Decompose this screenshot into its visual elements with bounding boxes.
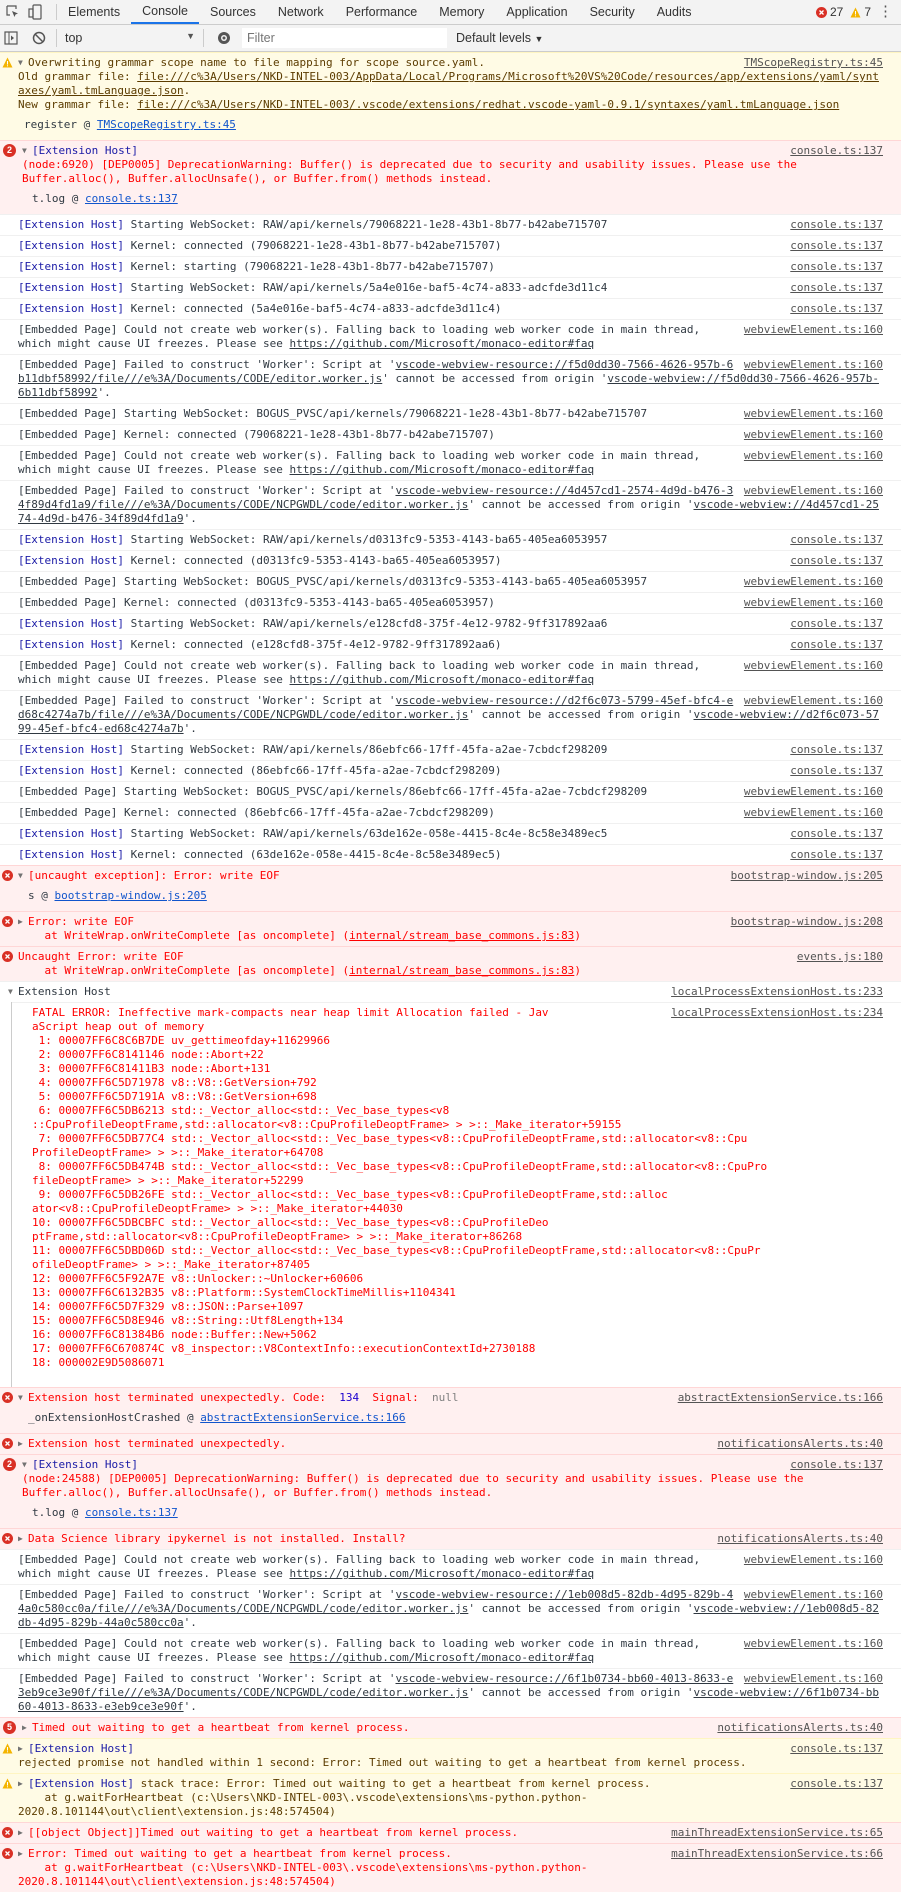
- chevron-down-icon: ▼: [186, 31, 195, 41]
- console-messages: [0, 52, 901, 1892]
- message-text: [Embedded Page] Starting WebSocket: BOGUS_PVSC/api/kernels/79068221-1e28-43b1-8b77-b42abe715707: [18, 407, 648, 420]
- message-text: [Embedded Page] Starting WebSocket: BOGUS_PVSC/api/kernels/d0313fc9-5353-4143-ba65-405ea6053957: [18, 575, 648, 588]
- message-text: [uncaught exception]: Error: write EOF: [28, 869, 280, 882]
- more-options-icon[interactable]: ⋮: [878, 3, 893, 20]
- console-message[interactable]: [0, 865, 901, 911]
- message-text: ' cannot be accessed from origin ': [468, 1602, 694, 1615]
- chevron-down-icon[interactable]: ▼: [22, 1460, 27, 1469]
- stack-trace: [22, 186, 883, 211]
- message-text: [Extension Host]: [32, 144, 138, 157]
- tab-application[interactable]: Application: [506, 5, 568, 19]
- console-message[interactable]: [0, 760, 901, 781]
- source-link[interactable]: console.ts:137: [790, 554, 883, 567]
- message-text: [Extension Host]: [28, 1777, 134, 1790]
- stack-trace: [18, 1405, 883, 1430]
- message-link[interactable]: internal/stream_base_commons.js:83: [349, 964, 575, 977]
- console-message[interactable]: [0, 214, 901, 235]
- context-value: top: [65, 31, 83, 45]
- message-link[interactable]: vscode-webview://d2f6c073-5799-45ef-bfc4-ed68c4274a7b: [18, 708, 879, 735]
- message-link[interactable]: https://github.com/Microsoft/monaco-editor#faq: [289, 1567, 595, 1580]
- warning-icon: [2, 57, 13, 68]
- source-link[interactable]: webviewElement.ts:160: [743, 1672, 883, 1685]
- message-text: [Extension Host]: [18, 281, 124, 294]
- stack-trace: [18, 883, 883, 908]
- stack-function: s @: [28, 889, 55, 902]
- chevron-down-icon[interactable]: ▼: [18, 871, 23, 880]
- chevron-down-icon[interactable]: ▼: [18, 1393, 23, 1402]
- source-link[interactable]: console.ts:137: [790, 617, 883, 630]
- message-text: [Embedded Page] Starting WebSocket: BOGUS_PVSC/api/kernels/86ebfc66-17ff-45fa-a2ae-7cbdcf298209: [18, 785, 648, 798]
- message-text: Kernel: connected (e128cfd8-375f-4e12-9782-9ff317892aa6): [123, 638, 502, 651]
- console-message[interactable]: [0, 1738, 901, 1773]
- source-link[interactable]: console.ts:137: [790, 302, 883, 315]
- message-text: Data Science library ipykernel is not installed. Install?: [28, 1532, 406, 1545]
- filter-input[interactable]: [242, 28, 447, 48]
- levels-label: Default levels: [456, 31, 532, 45]
- message-text: rejected promise not handled within 1 second: Error: Timed out waiting to get a heartbeat from kernel process.: [18, 1756, 747, 1769]
- message-text: [Extension Host]: [18, 554, 124, 567]
- tab-sources[interactable]: Sources: [209, 5, 256, 19]
- message-text: [Extension Host]: [32, 1458, 138, 1471]
- console-message[interactable]: [0, 424, 901, 445]
- tab-network[interactable]: Network: [277, 5, 324, 19]
- console-message[interactable]: [0, 52, 901, 140]
- source-link[interactable]: notificationsAlerts.ts:40: [717, 1532, 883, 1545]
- console-message[interactable]: [0, 1633, 901, 1668]
- message-link[interactable]: https://github.com/Microsoft/monaco-editor#faq: [289, 337, 595, 350]
- message-link[interactable]: vscode-webview://f5d0dd30-7566-4626-957b-6b11dbf58992: [18, 372, 879, 399]
- console-message[interactable]: [0, 298, 901, 319]
- console-message[interactable]: [0, 256, 901, 277]
- devtools-tab-bar: [0, 0, 901, 25]
- message-text: stack trace: Error: Timed out waiting to get a heartbeat from kernel process. at g.waitForHeartbeat (c:\Users\NKD-INTEL-003\.vscode\extensions\ms-python.python- 2020.8.101144\out\client\extension.js:48:574504): [18, 1777, 651, 1818]
- repeat-count-badge: 5: [3, 1721, 16, 1734]
- tab-console[interactable]: Console: [131, 0, 199, 24]
- console-message[interactable]: [0, 1668, 901, 1717]
- error-icon: [2, 951, 13, 962]
- source-link[interactable]: console.ts:137: [790, 743, 883, 756]
- console-message[interactable]: [0, 1433, 901, 1454]
- source-link[interactable]: console.ts:137: [790, 239, 883, 252]
- message-text: Kernel: connected (79068221-1e28-43b1-8b77-b42abe715707): [123, 239, 502, 252]
- message-text: [Extension Host]: [28, 1742, 134, 1755]
- message-text: [Embedded Page] Failed to construct 'Worker': Script at ': [18, 1672, 396, 1685]
- console-toolbar: [0, 25, 901, 52]
- message-text: Timed out waiting to get a heartbeat from kernel process.: [32, 1721, 410, 1734]
- source-link[interactable]: notificationsAlerts.ts:40: [717, 1437, 883, 1450]
- source-link[interactable]: notificationsAlerts.ts:40: [717, 1721, 883, 1734]
- stack-function: _onExtensionHostCrashed @: [28, 1411, 201, 1424]
- message-text: '.: [97, 386, 111, 399]
- message-text: [Extension Host]: [18, 617, 124, 630]
- chevron-down-icon[interactable]: ▼: [22, 146, 27, 155]
- message-text: [[object Object]]Timed out waiting to get a heartbeat from kernel process.: [28, 1826, 519, 1839]
- device-toolbar-icon[interactable]: [28, 4, 42, 20]
- context-selector[interactable]: [57, 31, 203, 45]
- message-text: [Embedded Page] Failed to construct 'Worker': Script at ': [18, 484, 396, 497]
- console-message[interactable]: [0, 844, 901, 865]
- source-link[interactable]: webviewElement.ts:160: [743, 407, 883, 420]
- warning-count: 7: [864, 5, 871, 19]
- source-link[interactable]: mainThreadExtensionService.ts:66: [671, 1847, 883, 1860]
- source-link[interactable]: bootstrap-window.js:208: [730, 915, 883, 928]
- source-link[interactable]: webviewElement.ts:160: [743, 484, 883, 497]
- console-message[interactable]: [0, 1717, 901, 1738]
- message-text: '.: [183, 1616, 197, 1629]
- stack-link[interactable]: abstractExtensionService.ts:166: [200, 1411, 406, 1424]
- eye-icon[interactable]: [216, 31, 232, 45]
- message-text: Kernel: connected (63de162e-058e-4415-8c4e-8c58e3489ec5): [123, 848, 502, 861]
- console-message[interactable]: [0, 277, 901, 298]
- source-link[interactable]: webviewElement.ts:160: [743, 596, 883, 609]
- message-link[interactable]: https://github.com/Microsoft/monaco-editor#faq: [289, 463, 595, 476]
- message-text: [Extension Host]: [18, 743, 124, 756]
- console-message[interactable]: [0, 1584, 901, 1633]
- message-text: Kernel: connected (86ebfc66-17ff-45fa-a2ae-7cbdcf298209): [123, 764, 502, 777]
- message-text: [Extension Host]: [18, 218, 124, 231]
- console-group-header[interactable]: [0, 981, 901, 1002]
- chevron-right-icon[interactable]: ▶: [18, 1534, 23, 1543]
- source-link[interactable]: webviewElement.ts:160: [743, 694, 883, 707]
- message-text: [Embedded Page] Kernel: connected (d0313fc9-5353-4143-ba65-405ea6053957): [18, 596, 495, 609]
- message-text: Starting WebSocket: RAW/api/kernels/5a4e016e-baf5-4c74-a833-adcfde3d11c4: [123, 281, 608, 294]
- console-message[interactable]: [0, 1387, 901, 1433]
- log-levels-dropdown[interactable]: [456, 31, 543, 45]
- message-text: [Embedded Page] Could not create web worker(s). Falling back to loading web worker code in main thread, which might cause UI freezes. Please see: [18, 1637, 707, 1664]
- console-message[interactable]: [0, 739, 901, 760]
- message-text: Uncaught Error: write EOF at WriteWrap.onWriteComplete [as oncomplete] (: [18, 950, 350, 977]
- message-text: Error: write EOF at WriteWrap.onWriteComplete [as oncomplete] (: [28, 915, 350, 942]
- console-message[interactable]: [0, 1843, 901, 1892]
- message-text: . New grammar file:: [18, 84, 191, 111]
- message-text: Starting WebSocket: RAW/api/kernels/d0313fc9-5353-4143-ba65-405ea6053957: [123, 533, 608, 546]
- console-group-body: [11, 1002, 901, 1387]
- divider: [203, 29, 204, 47]
- error-icon: [2, 916, 13, 927]
- clear-console-icon[interactable]: [32, 31, 46, 45]
- source-link[interactable]: abstractExtensionService.ts:166: [677, 1391, 883, 1404]
- console-message[interactable]: [0, 911, 901, 946]
- message-text: [Extension Host]: [18, 533, 124, 546]
- message-text: Kernel: starting (79068221-1e28-43b1-8b77-b42abe715707): [123, 260, 495, 273]
- source-link[interactable]: console.ts:137: [790, 218, 883, 231]
- message-link[interactable]: vscode-webview://1eb008d5-82db-4d95-829b-44a0c580cc0a: [18, 1602, 879, 1629]
- message-text: Starting WebSocket: RAW/api/kernels/86ebfc66-17ff-45fa-a2ae-7cbdcf298209: [123, 743, 608, 756]
- inspect-element-icon[interactable]: [6, 5, 20, 19]
- console-message[interactable]: [0, 550, 901, 571]
- console-message[interactable]: [0, 235, 901, 256]
- message-text: [Extension Host]: [18, 638, 124, 651]
- message-text: [Extension Host]: [18, 827, 124, 840]
- tab-elements[interactable]: Elements: [68, 5, 121, 19]
- message-text: null: [432, 1391, 459, 1404]
- issue-counts[interactable]: [816, 5, 871, 19]
- source-link[interactable]: console.ts:137: [790, 638, 883, 651]
- console-message[interactable]: [0, 445, 901, 480]
- source-link[interactable]: mainThreadExtensionService.ts:65: [671, 1826, 883, 1839]
- stack-link[interactable]: console.ts:137: [84, 192, 178, 205]
- source-link[interactable]: webviewElement.ts:160: [743, 1588, 883, 1601]
- source-link[interactable]: webviewElement.ts:160: [743, 659, 883, 672]
- stack-function: t.log @: [32, 192, 85, 205]
- chevron-right-icon[interactable]: ▶: [18, 1439, 23, 1448]
- message-text: Kernel: connected (5a4e016e-baf5-4c74-a833-adcfde3d11c4): [123, 302, 502, 315]
- error-icon: [816, 7, 827, 18]
- chevron-right-icon[interactable]: ▶: [18, 1849, 23, 1858]
- source-link[interactable]: console.ts:137: [790, 764, 883, 777]
- message-text: [Embedded Page] Failed to construct 'Worker': Script at ': [18, 694, 396, 707]
- console-message[interactable]: [0, 1454, 901, 1528]
- chevron-down-icon[interactable]: ▼: [18, 58, 23, 67]
- source-link[interactable]: events.js:180: [796, 950, 883, 963]
- message-text: [Embedded Page] Kernel: connected (79068221-1e28-43b1-8b77-b42abe715707): [18, 428, 495, 441]
- message-text: [Embedded Page] Could not create web worker(s). Falling back to loading web worker code in main thread, which might cause UI freezes. Please see: [18, 449, 707, 476]
- message-text: 134: [339, 1391, 360, 1404]
- source-link[interactable]: console.ts:137: [790, 533, 883, 546]
- stack-function: register @: [24, 118, 97, 131]
- source-link[interactable]: bootstrap-window.js:205: [730, 869, 883, 882]
- console-message[interactable]: [0, 690, 901, 739]
- console-message[interactable]: [0, 634, 901, 655]
- message-text: FATAL ERROR: Ineffective mark-compacts near heap limit Allocation failed - Jav aScript heap out of memory 1: 00007FF6C8C6B7DE uv_gettimeofday+11629966 2: 00007FF6C8141146 node::Abort+22 3: 00007FF6C81411B3 node::Abort+131 4: 00007FF6C5D71978 v8::V8::GetVersion+792 5: 00007FF6C5D7191A v8::V8::GetVersion+698 6: 00007FF6C5DB6213 std::_Vector_alloc<std::_Vec_base_types<v8 ::CpuProfileDeoptFrame,std::allocator<v8::CpuProfileDeoptFrame> > >::_Make_iterator+59155 7: 00007FF6C5DB77C4 std::_Vector_alloc<std::_Vec_base_types<v8::CpuProfileDeoptFrame,std::allocator<v8::Cpu ProfileDeoptFrame> > >::_Make_iterator+64708 8: 00007FF6C5DB474B std::_Vector_alloc<std::_Vec_base_types<v8::CpuProfileDeoptFrame,std::allocator<v8::CpuPro fileDeoptFrame> > >::_Make_iterator+52299 9: 00007FF6C5DB26FE std::_Vector_alloc<std::_Vec_base_types<v8::CpuProfileDeoptFrame,std::alloc ator<v8::CpuProfileDeoptFrame> > >::_Make_iterator+44030 10: 00007FF6C5DBCBFC std::_Vector_alloc<std::_Vec_base_types<v8::CpuProfileDeo ptFrame,std::allocator<v8::CpuProfileDeoptFrame> > >::_Make_iterator+86268 11: 00007FF6C5DBD06D std::_Vector_alloc<std::_Vec_base_types<v8::CpuProfileDeoptFrame,std::allocator<v8::CpuPr ofileDeoptFrame> > >::_Make_iterator+87405 12: 00007FF6C5F92A7E v8::Unlocker::~Unlocker+60606 13: 00007FF6C6132B35 v8::Platform::SystemClockTimeMillis+1104341 14: 00007FF6C5D7F329 v8::JSON::Parse+1097 15: 00007FF6C5D8E946 v8::String::Utf8Length+134 16: 00007FF6C81384B6 node::Buffer::New+5062 17: 00007FF6C670874C v8_inspector::V8ContextInfo::executionContextId+2730188 18: 000002E9D5086071: [32, 1006, 768, 1369]
- source-link[interactable]: localProcessExtensionHost.ts:233: [671, 985, 883, 998]
- message-link[interactable]: https://github.com/Microsoft/monaco-editor#faq: [289, 1651, 595, 1664]
- message-link[interactable]: vscode-webview://6f1b0734-bb60-4013-8633-e3eb9ce3e90f: [18, 1686, 879, 1713]
- warning-icon: [2, 1778, 13, 1789]
- message-text: ' cannot be accessed from origin ': [468, 498, 694, 511]
- source-link[interactable]: localProcessExtensionHost.ts:234: [671, 1006, 883, 1019]
- console-message[interactable]: [0, 1528, 901, 1549]
- message-link[interactable]: file:///c%3A/Users/NKD-INTEL-003/AppData/Local/Programs/Microsoft%20VS%20Code/resources/app/extensions/yaml/syntaxes/yaml.tmLanguage.json: [18, 70, 879, 97]
- message-text: Starting WebSocket: RAW/api/kernels/63de162e-058e-4415-8c4e-8c58e3489ec5: [123, 827, 608, 840]
- source-link[interactable]: webviewElement.ts:160: [743, 358, 883, 371]
- source-link[interactable]: console.ts:137: [790, 1742, 883, 1755]
- chevron-right-icon[interactable]: ▶: [18, 1828, 23, 1837]
- chevron-right-icon[interactable]: ▶: [22, 1723, 27, 1732]
- message-text: '.: [183, 512, 197, 525]
- message-text: (node:24588) [DEP0005] DeprecationWarning: Buffer() is deprecated due to security and usability issues. Please use the Buffer.alloc(), Buffer.allocUnsafe(), or Buffer.from() methods instead.: [22, 1472, 804, 1499]
- message-text: Overwriting grammar scope name to file mapping for scope source.yaml. Old grammar file:: [18, 56, 485, 83]
- source-link[interactable]: console.ts:137: [790, 848, 883, 861]
- source-link[interactable]: webviewElement.ts:160: [743, 323, 883, 336]
- console-message[interactable]: [0, 480, 901, 529]
- message-text: '.: [183, 1700, 197, 1713]
- stack-function: t.log @: [32, 1506, 85, 1519]
- source-link[interactable]: webviewElement.ts:160: [743, 1553, 883, 1566]
- tab-audits[interactable]: Audits: [656, 5, 692, 19]
- message-text: [Embedded Page] Could not create web worker(s). Falling back to loading web worker code in main thread, which might cause UI freezes. Please see: [18, 323, 707, 350]
- tab-performance[interactable]: Performance: [345, 5, 418, 19]
- message-text: Extension host terminated unexpectedly. Code:: [28, 1391, 340, 1404]
- console-message[interactable]: [0, 592, 901, 613]
- message-text: Extension host terminated unexpectedly.: [28, 1437, 287, 1450]
- console-message[interactable]: [0, 802, 901, 823]
- console-message[interactable]: [0, 823, 901, 844]
- source-link[interactable]: webviewElement.ts:160: [743, 449, 883, 462]
- source-link[interactable]: console.ts:137: [790, 1777, 883, 1790]
- repeat-count-badge: 2: [3, 144, 16, 157]
- console-message[interactable]: [0, 529, 901, 550]
- tab-bar-tools: [0, 4, 57, 20]
- tab-memory[interactable]: Memory: [439, 5, 485, 19]
- message-text: [Extension Host]: [18, 848, 124, 861]
- message-text: Kernel: connected (d0313fc9-5353-4143-ba65-405ea6053957): [123, 554, 502, 567]
- message-link[interactable]: vscode-webview://4d457cd1-2574-4d9d-b476-34f89d4fd1a9: [18, 498, 879, 525]
- source-link[interactable]: console.ts:137: [790, 281, 883, 294]
- console-message[interactable]: [0, 1549, 901, 1584]
- warning-icon: [850, 7, 861, 18]
- message-text: (node:6920) [DEP0005] DeprecationWarning: Buffer() is deprecated due to security and usability issues. Please use the Buffer.alloc(), Buffer.allocUnsafe(), or Buffer.from() methods instead.: [22, 158, 797, 185]
- message-text: [Extension Host]: [18, 764, 124, 777]
- message-link[interactable]: file:///c%3A/Users/NKD-INTEL-003/.vscode/extensions/redhat.vscode-yaml-0.9.1/syntaxes/yaml.tmLanguage.json: [137, 98, 840, 111]
- source-link[interactable]: webviewElement.ts:160: [743, 785, 883, 798]
- chevron-right-icon[interactable]: ▶: [18, 917, 23, 926]
- message-text: ): [574, 929, 581, 942]
- message-link[interactable]: vscode-webview-resource://d2f6c073-5799-45ef-bfc4-ed68c4274a7b/file///e%3A/Documents/CODE/NCPGWDL/code/editor.worker.js: [18, 694, 734, 721]
- error-count: 27: [829, 5, 844, 19]
- source-link[interactable]: webviewElement.ts:160: [743, 428, 883, 441]
- message-link[interactable]: vscode-webview-resource://6f1b0734-bb60-4013-8633-e3eb9ce3e90f/file///e%3A/Documents/CODE/NCPGWDL/code/editor.worker.js: [18, 1672, 734, 1699]
- chevron-down-icon[interactable]: ▼: [8, 987, 13, 996]
- console-message[interactable]: [0, 354, 901, 403]
- error-icon: [2, 1533, 13, 1544]
- source-link[interactable]: console.ts:137: [790, 260, 883, 273]
- tab-security[interactable]: Security: [589, 5, 635, 19]
- console-message[interactable]: [12, 1002, 901, 1373]
- message-text: Starting WebSocket: RAW/api/kernels/79068221-1e28-43b1-8b77-b42abe715707: [123, 218, 608, 231]
- console-message[interactable]: [0, 613, 901, 634]
- message-text: ' cannot be accessed from origin ': [468, 708, 694, 721]
- message-text: [Embedded Page] Kernel: connected (86ebfc66-17ff-45fa-a2ae-7cbdcf298209): [18, 806, 495, 819]
- console-message[interactable]: [0, 1773, 901, 1822]
- console-message[interactable]: [0, 403, 901, 424]
- message-link[interactable]: https://github.com/Microsoft/monaco-editor#faq: [289, 673, 595, 686]
- stack-trace: [18, 112, 883, 137]
- chevron-right-icon[interactable]: ▶: [18, 1779, 23, 1788]
- message-text: [Extension Host]: [18, 239, 124, 252]
- console-message[interactable]: [0, 571, 901, 592]
- stack-link[interactable]: console.ts:137: [84, 1506, 178, 1519]
- source-link[interactable]: console.ts:137: [790, 144, 883, 157]
- message-text: [Embedded Page] Failed to construct 'Worker': Script at ': [18, 358, 396, 371]
- message-link[interactable]: vscode-webview-resource://4d457cd1-2574-4d9d-b476-34f89d4fd1a9/file///e%3A/Documents/CODE/NCPGWDL/code/editor.worker.js: [18, 484, 734, 511]
- message-text: [Embedded Page] Could not create web worker(s). Falling back to loading web worker code in main thread, which might cause UI freezes. Please see: [18, 659, 707, 686]
- message-text: Starting WebSocket: RAW/api/kernels/e128cfd8-375f-4e12-9782-9ff317892aa6: [123, 617, 608, 630]
- error-icon: [2, 1438, 13, 1449]
- source-link[interactable]: console.ts:137: [790, 1458, 883, 1471]
- stack-trace: [22, 1500, 883, 1525]
- error-icon: [2, 870, 13, 881]
- chevron-right-icon[interactable]: ▶: [18, 1744, 23, 1753]
- message-link[interactable]: internal/stream_base_commons.js:83: [349, 929, 575, 942]
- error-icon: [2, 1392, 13, 1403]
- console-message[interactable]: [0, 781, 901, 802]
- message-text: ): [574, 964, 581, 977]
- stack-link[interactable]: TMScopeRegistry.ts:45: [96, 118, 236, 131]
- message-text: [Embedded Page] Failed to construct 'Worker': Script at ': [18, 1588, 396, 1601]
- message-text: [Embedded Page] Could not create web worker(s). Falling back to loading web worker code in main thread, which might cause UI freezes. Please see: [18, 1553, 707, 1580]
- message-text: ' cannot be accessed from origin ': [382, 372, 608, 385]
- console-message[interactable]: [0, 946, 901, 981]
- error-icon: [2, 1827, 13, 1838]
- source-link[interactable]: webviewElement.ts:160: [743, 575, 883, 588]
- console-message[interactable]: [0, 319, 901, 354]
- chevron-down-icon: ▼: [534, 34, 544, 44]
- repeat-count-badge: 2: [3, 1458, 16, 1471]
- message-text: Signal:: [359, 1391, 432, 1404]
- error-icon: [2, 1848, 13, 1859]
- message-link[interactable]: vscode-webview-resource://f5d0dd30-7566-4626-957b-6b11dbf58992/file///e%3A/Documents/CODE/editor.worker.js: [18, 358, 734, 385]
- source-link[interactable]: webviewElement.ts:160: [743, 806, 883, 819]
- source-link[interactable]: console.ts:137: [790, 827, 883, 840]
- message-text: ' cannot be accessed from origin ': [468, 1686, 694, 1699]
- message-text: [Extension Host]: [18, 260, 124, 273]
- console-message[interactable]: [0, 1822, 901, 1843]
- message-link[interactable]: vscode-webview-resource://1eb008d5-82db-4d95-829b-44a0c580cc0a/file///e%3A/Documents/CODE/NCPGWDL/code/editor.worker.js: [18, 1588, 734, 1615]
- console-message[interactable]: [0, 140, 901, 214]
- message-text: '.: [183, 722, 197, 735]
- group-label: Extension Host: [18, 985, 111, 998]
- message-text: Error: Timed out waiting to get a heartbeat from kernel process. at g.waitForHeartbeat (c:\Users\NKD-INTEL-003\.vscode\extensions\ms-python.python- 2020.8.101144\out\client\extension.js:48:574504): [18, 1847, 588, 1888]
- stack-link[interactable]: bootstrap-window.js:205: [54, 889, 207, 902]
- source-link[interactable]: TMScopeRegistry.ts:45: [743, 56, 883, 69]
- warning-icon: [2, 1743, 13, 1754]
- console-message[interactable]: [0, 655, 901, 690]
- show-sidebar-icon[interactable]: [4, 31, 18, 45]
- message-text: [Extension Host]: [18, 302, 124, 315]
- source-link[interactable]: webviewElement.ts:160: [743, 1637, 883, 1650]
